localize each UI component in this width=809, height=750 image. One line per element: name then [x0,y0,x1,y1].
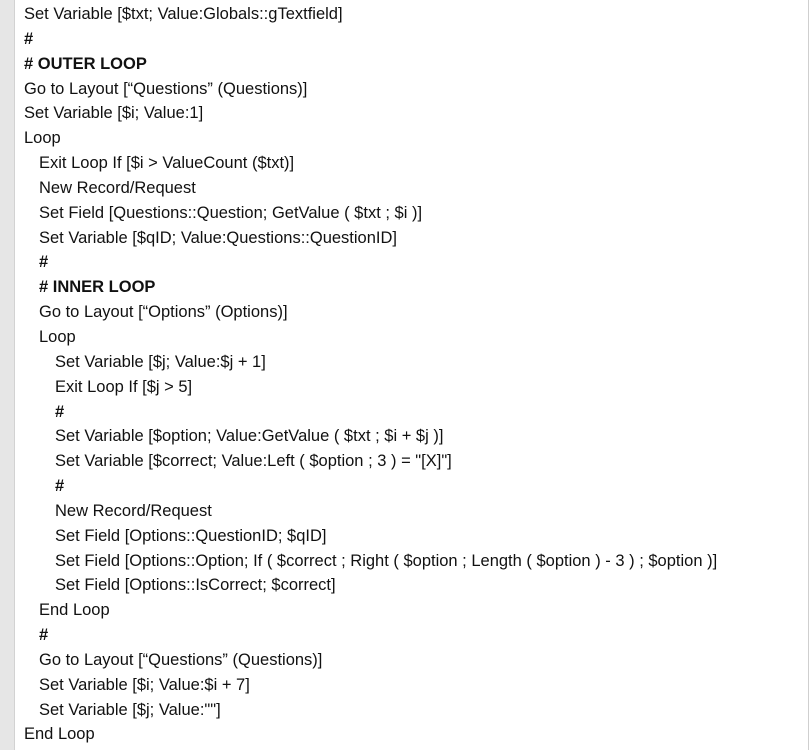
script-step[interactable]: Set Variable [$i; Value:1] [24,104,204,123]
script-comment-step[interactable]: # [39,253,49,272]
script-step[interactable]: Loop [39,327,76,346]
script-step-list [24,2,805,747]
script-step[interactable]: New Record/Request [55,501,212,520]
script-step[interactable]: Set Variable [$txt; Value:Globals::gTextfield] [24,5,343,23]
script-step[interactable]: Go to Layout [“Questions” (Questions)] [24,79,308,98]
script-comment-step[interactable]: # [24,29,34,48]
script-step[interactable]: Loop [24,129,61,148]
script-comment-step[interactable]: # [39,626,49,645]
script-step[interactable]: Set Variable [$option; Value:GetValue ( $txt ; $i + $j )] [55,427,444,446]
script-step[interactable]: End Loop [24,725,95,744]
script-step[interactable]: Set Field [Questions::Question; GetValue ( $txt ; $i )] [39,203,423,222]
script-step[interactable]: Set Variable [$j; Value:""] [39,700,221,719]
script-step[interactable]: Set Variable [$qID; Value:Questions::QuestionID] [39,228,397,247]
script-step[interactable]: Go to Layout [“Questions” (Questions)] [39,650,323,669]
script-step[interactable]: Exit Loop If [$j > 5] [55,377,193,396]
script-step[interactable]: Set Variable [$i; Value:$i + 7] [39,675,250,694]
script-comment-step[interactable]: # OUTER LOOP [24,54,147,73]
script-step[interactable]: Set Field [Options::QuestionID; $qID] [55,526,327,545]
script-gutter [0,0,15,750]
script-step[interactable]: End Loop [39,601,110,620]
script-step[interactable]: Set Field [Options::IsCorrect; $correct] [55,576,336,595]
script-step[interactable]: Set Variable [$correct; Value:Left ( $option ; 3 ) = "[X]"] [55,452,452,471]
script-comment-step[interactable]: # [55,402,65,421]
script-comment-step[interactable]: # [55,477,65,496]
script-step[interactable]: Set Field [Options::Option; If ( $correct ; Right ( $option ; Length ( $option ) - 3 ) ; $option )] [55,551,718,570]
script-step[interactable]: Set Variable [$j; Value:$j + 1] [55,352,266,371]
script-comment-step[interactable]: # INNER LOOP [39,278,156,297]
script-step[interactable]: Exit Loop If [$i > ValueCount ($txt)] [39,154,295,173]
script-step[interactable]: Go to Layout [“Options” (Options)] [39,303,288,322]
script-step[interactable]: New Record/Request [39,178,196,197]
